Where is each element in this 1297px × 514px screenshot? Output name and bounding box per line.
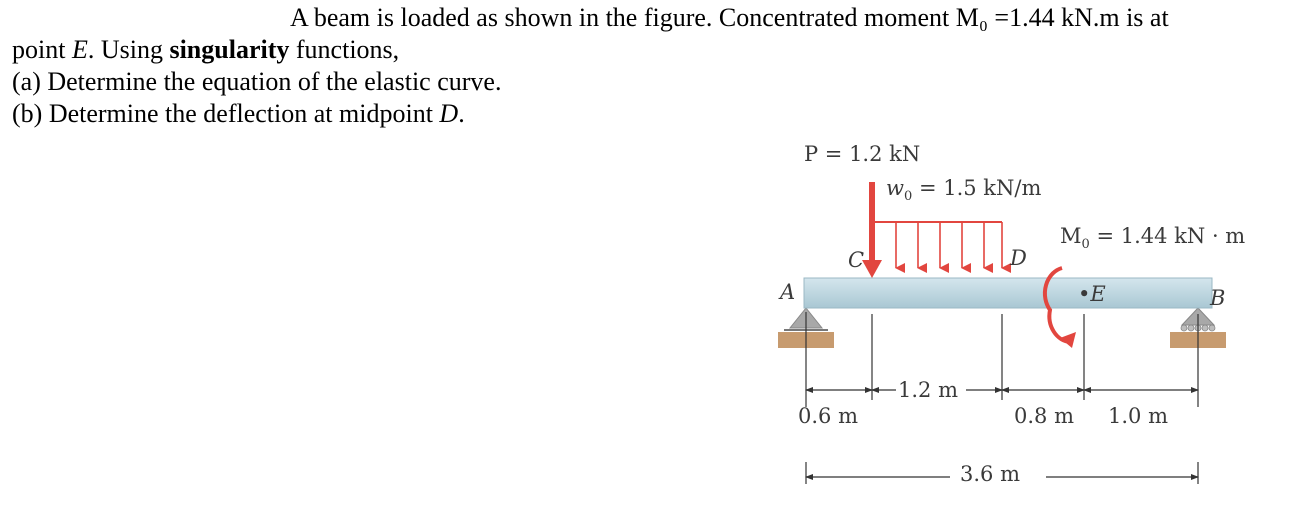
singularity-keyword: singularity bbox=[169, 35, 290, 64]
moment-label bbox=[1060, 224, 1245, 252]
point-e-label: •E bbox=[1078, 282, 1106, 306]
dim-1-0-label: 1.0 m bbox=[1108, 404, 1168, 428]
point-d-label: D bbox=[1010, 246, 1027, 270]
problem-line-2-mid: . Using bbox=[87, 35, 170, 64]
m-symbol: M bbox=[1060, 224, 1082, 248]
point-b-label: B bbox=[1210, 286, 1226, 310]
w-symbol: w bbox=[886, 176, 904, 200]
distributed-load-label bbox=[886, 176, 1041, 204]
w-subscript: 0 bbox=[903, 189, 913, 205]
problem-line-2-suffix: functions, bbox=[289, 35, 400, 64]
problem-line-2 bbox=[12, 34, 1282, 66]
dim-1-2-label: 1.2 m bbox=[898, 378, 958, 402]
load-p-label: P = 1.2 kN bbox=[804, 142, 921, 166]
problem-line-1-text: A beam is loaded as shown in the figure. Concentrated moment M₀ =1.44 kN.m is at bbox=[290, 3, 1169, 32]
load-p-arrowhead bbox=[862, 260, 882, 278]
moment-arrowhead bbox=[1060, 332, 1076, 348]
part-a-text: (a) Determine the equation of the elastic curve. bbox=[12, 67, 502, 96]
part-b-prefix: (b) Determine the deflection at midpoint bbox=[12, 99, 440, 128]
beam-figure bbox=[770, 132, 1290, 512]
point-d-reference: D bbox=[439, 99, 459, 128]
beam bbox=[804, 278, 1212, 308]
dim-0-6-label: 0.6 m bbox=[798, 404, 858, 428]
dim-0-8-label: 0.8 m bbox=[1014, 404, 1074, 428]
part-b-suffix: . bbox=[458, 99, 465, 128]
m-subscript: 0 bbox=[1081, 237, 1090, 253]
reference-ticks bbox=[806, 312, 1198, 407]
point-c-label: C bbox=[848, 248, 865, 272]
problem-statement bbox=[12, 2, 1282, 130]
distributed-load-arrows-2 bbox=[918, 222, 1002, 268]
m-value: = 1.44 kN · m bbox=[1089, 224, 1246, 248]
dim-total-label: 3.6 m bbox=[960, 462, 1020, 486]
w-value: = 1.5 kN/m bbox=[912, 176, 1042, 200]
problem-line-1 bbox=[12, 2, 1282, 34]
part-a bbox=[12, 66, 1282, 98]
part-b bbox=[12, 98, 1282, 130]
point-a-label: A bbox=[780, 280, 796, 304]
problem-line-2-prefix: point bbox=[12, 35, 72, 64]
point-e-reference: E bbox=[71, 35, 88, 64]
